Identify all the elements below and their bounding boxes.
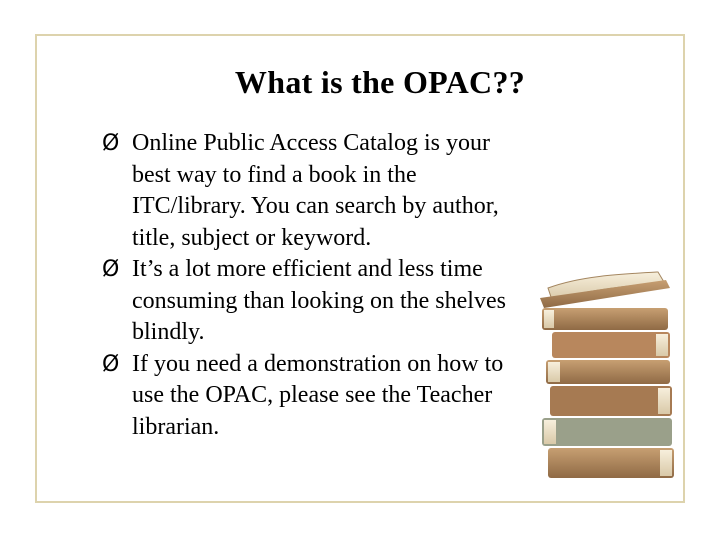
book-stack-icon (530, 258, 680, 486)
bullet-arrow-icon: Ø (102, 131, 120, 156)
bullet-arrow-icon: Ø (102, 257, 120, 282)
bullet-item (102, 349, 522, 444)
bullet-item (102, 254, 522, 349)
slide-title: What is the OPAC?? (234, 64, 526, 100)
bullet-text: If you need a demonstration on how to use the OPAC, please see the Teacher librarian. (132, 350, 504, 440)
bullet-text: Online Public Access Catalog is your best way to find a book in the ITC/library. You can search by author, title, subject or keyword. (132, 130, 499, 251)
bullet-arrow-icon: Ø (102, 351, 120, 377)
bullet-text: It’s a lot more efficient and less time consuming than looking on the shelves blindly. (132, 256, 506, 345)
bullet-list (102, 128, 522, 443)
bullet-item (102, 128, 522, 254)
